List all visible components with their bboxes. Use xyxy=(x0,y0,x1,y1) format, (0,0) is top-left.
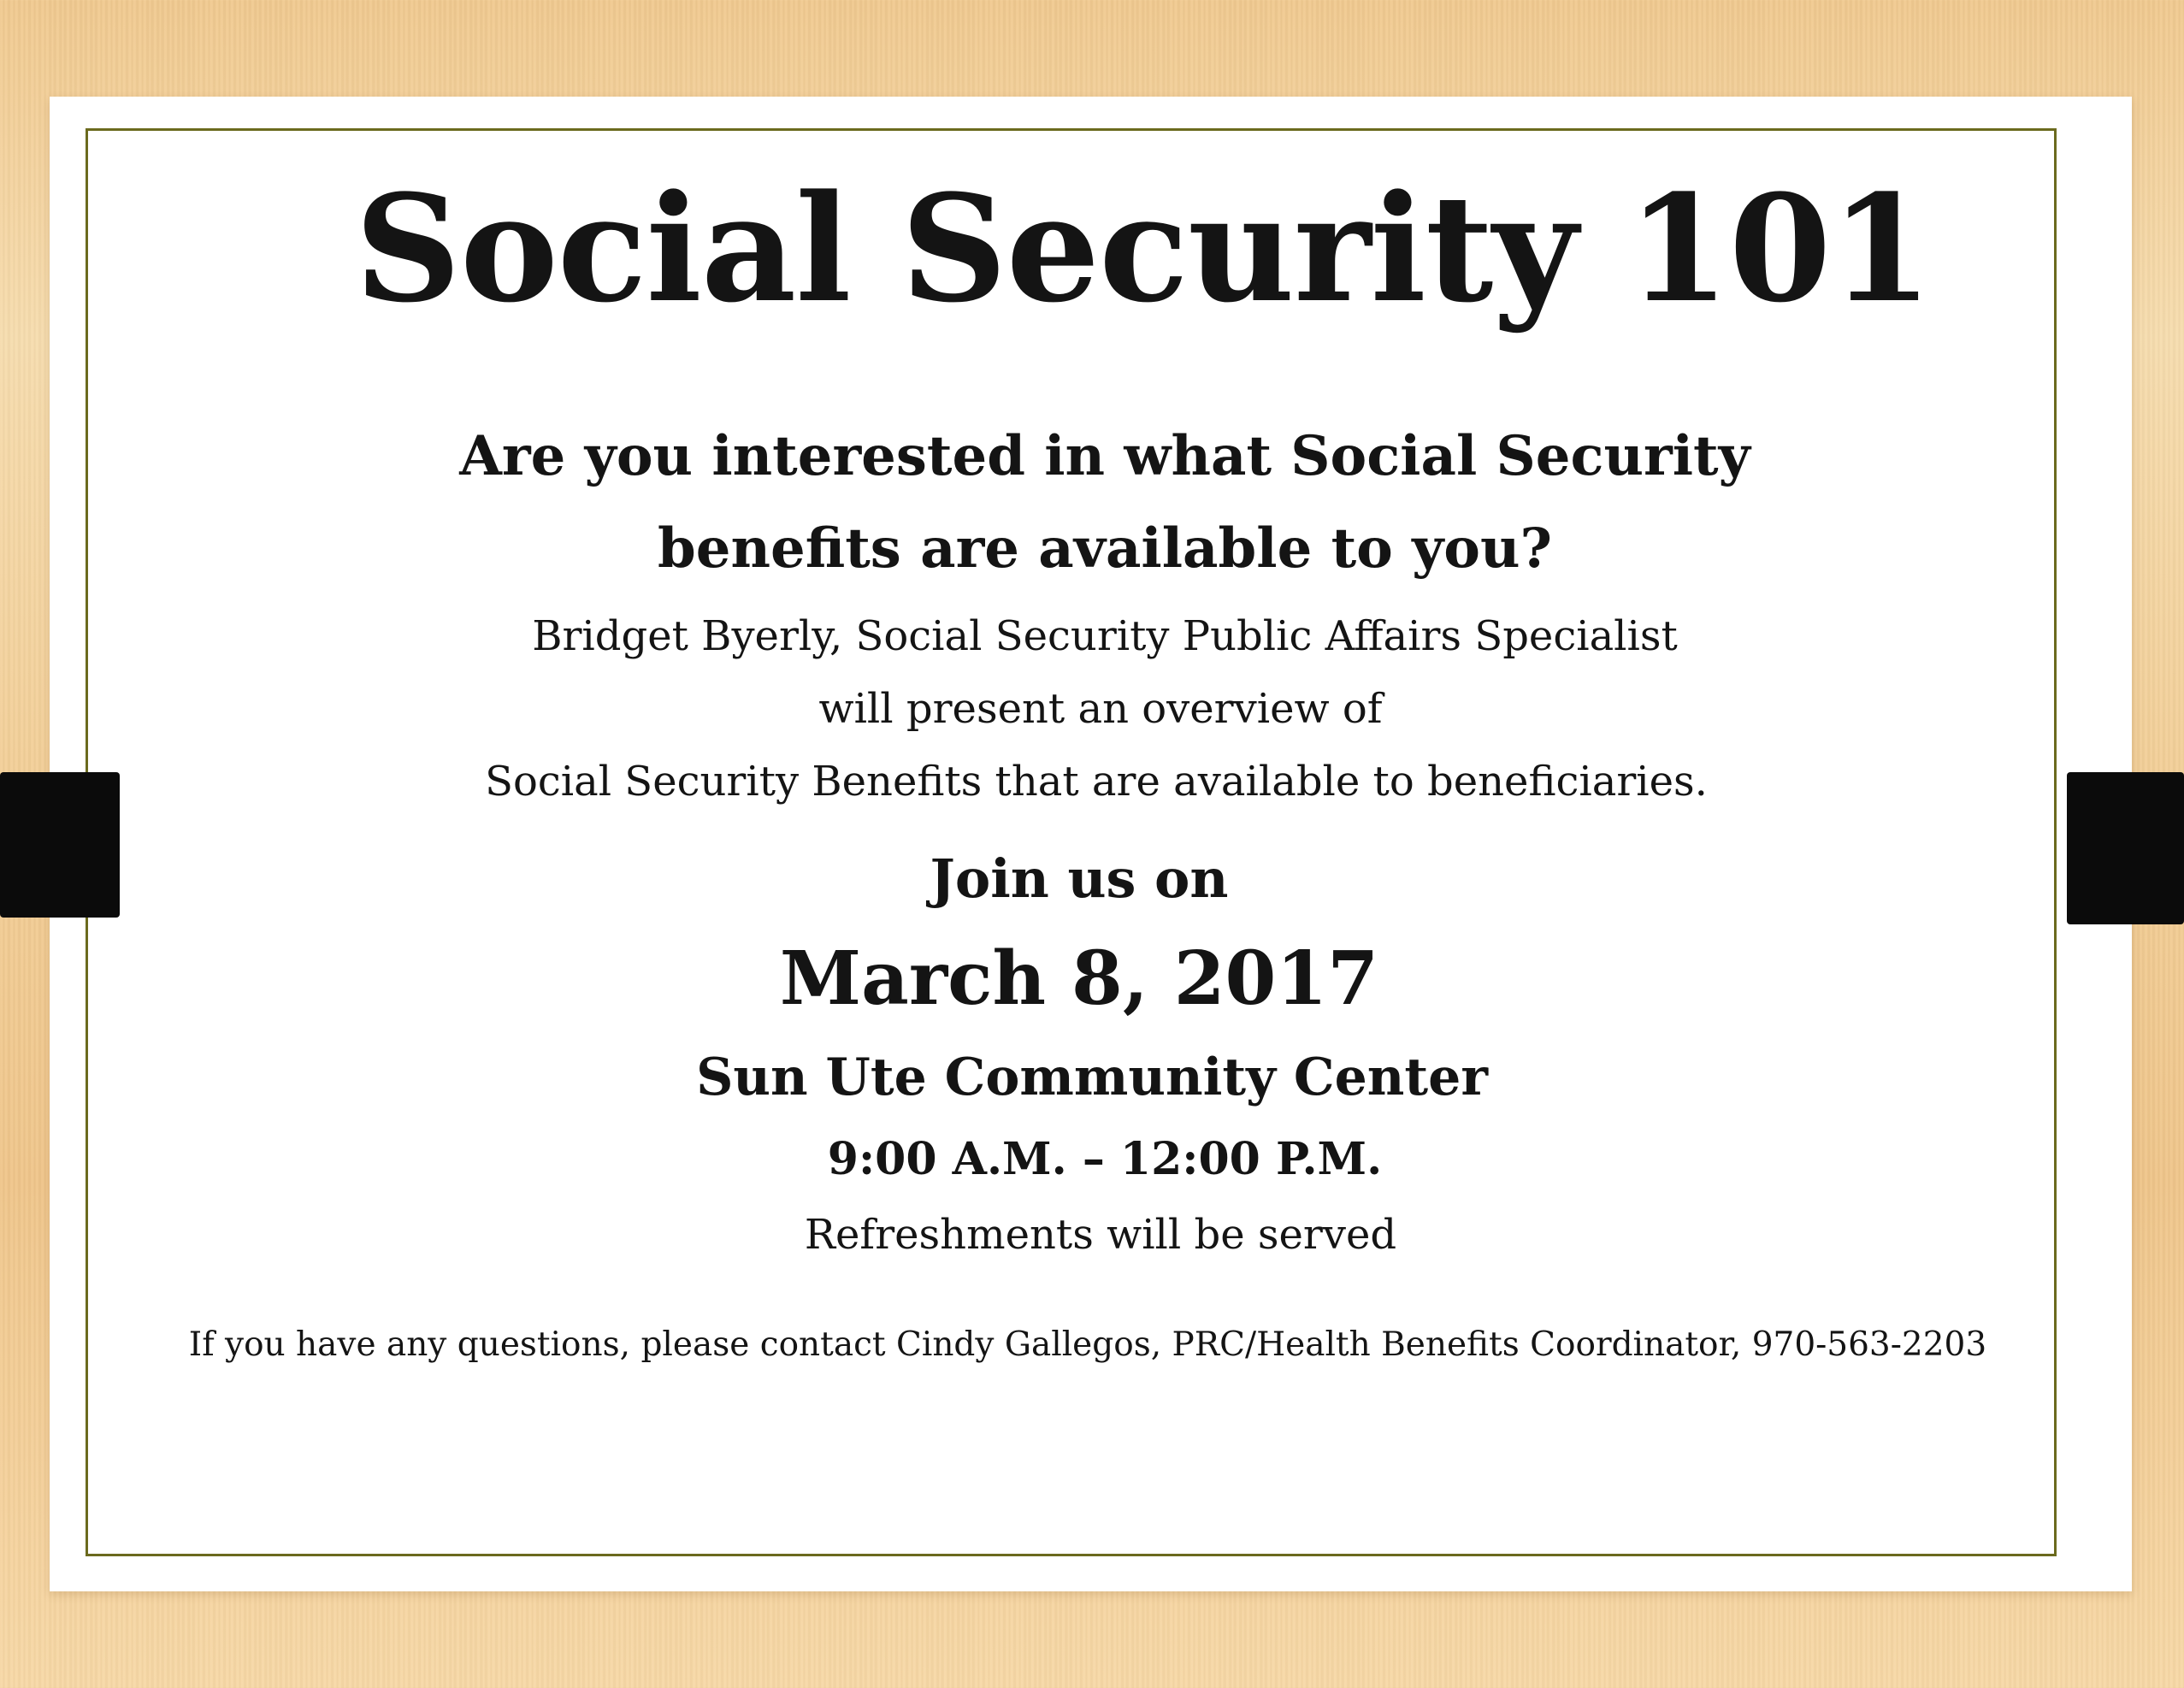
presenter-line-3: Social Security Benefits that are available to beneficiaries. xyxy=(485,758,1708,806)
event-time: 9:00 A.M. – 12:00 P.M. xyxy=(827,1133,1383,1185)
contact-info: If you have any questions, please contact Cindy Gallegos, PRC/Health Benefits Coordinator, 970-563-2203 xyxy=(188,1325,1987,1364)
flyer-title: Social Security 101 xyxy=(354,162,1933,335)
refreshments-note: Refreshments will be served xyxy=(804,1211,1397,1259)
presenter-line-1: Bridget Byerly, Social Security Public Affairs Specialist xyxy=(532,612,1678,660)
join-heading: Join us on xyxy=(930,847,1229,910)
presenter-line-2: will present an overview of xyxy=(818,685,1383,733)
event-date: March 8, 2017 xyxy=(779,935,1379,1022)
question-line-1: Are you interested in what Social Security xyxy=(459,424,1750,488)
event-location: Sun Ute Community Center xyxy=(696,1048,1488,1107)
question-line-2: benefits are available to you? xyxy=(657,516,1553,581)
